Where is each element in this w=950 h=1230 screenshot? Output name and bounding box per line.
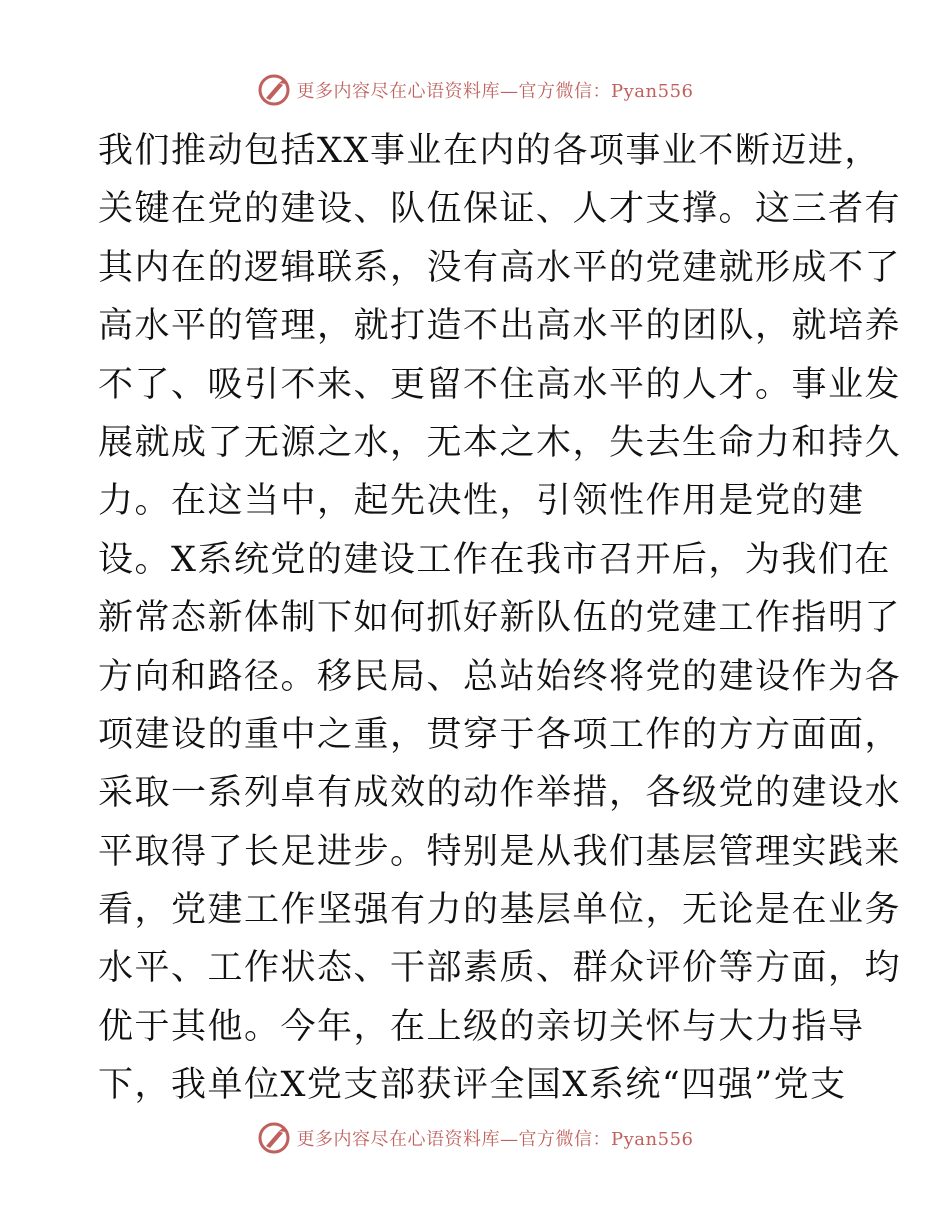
- text-line: 设。X系统党的建设工作在我市召开后，为我们在: [98, 539, 891, 580]
- header-watermark: [0, 70, 950, 110]
- text-line: 采取一系列卓有成效的动作举措，各级党的建设水: [98, 773, 902, 814]
- text-line: 展就成了无源之水，无本之木，失去生命力和持久: [98, 422, 902, 463]
- text-line: 方向和路径。移民局、总站始终将党的建设作为各: [98, 656, 902, 697]
- text-line: 关键在党的建设、队伍保证、人才支撑。这三者有: [98, 189, 902, 230]
- quill-pen-logo-icon: [257, 73, 291, 107]
- text-line: 优于其他。今年，在上级的亲切关怀与大力指导: [98, 1006, 865, 1047]
- text-line: 力。在这当中，起先决性，引领性作用是党的建: [98, 481, 865, 522]
- text-line: 高水平的管理，就打造不出高水平的团队，就培养: [98, 306, 902, 347]
- text-line: 其内在的逻辑联系，没有高水平的党建就形成不了: [98, 247, 902, 288]
- text-line: 项建设的重中之重，贯穿于各项工作的方方面面，: [98, 714, 902, 755]
- text-line: 不了、吸引不来、更留不住高水平的人才。事业发: [98, 364, 902, 405]
- text-line: 我们推动包括XX事业在内的各项事业不断迈进，: [98, 131, 881, 171]
- watermark-text: 更多内容尽在心语资料库—官方微信：Pyan556: [296, 81, 694, 102]
- watermark-text: 更多内容尽在心语资料库—官方微信：Pyan556: [296, 1129, 694, 1150]
- quill-pen-logo-icon: [257, 1121, 291, 1155]
- body-text: [98, 122, 902, 1115]
- text-line: 水平、工作状态、干部素质、群众评价等方面，均: [98, 948, 902, 989]
- text-line: 新常态新体制下如何抓好新队伍的党建工作指明了: [98, 598, 902, 639]
- text-line: 下，我单位X党支部获评全国X系统“四强”党支: [98, 1065, 847, 1106]
- footer-watermark: [0, 1118, 950, 1158]
- text-line: 平取得了长足进步。特别是从我们基层管理实践来: [98, 831, 902, 872]
- text-line: 看，党建工作坚强有力的基层单位，无论是在业务: [98, 890, 902, 931]
